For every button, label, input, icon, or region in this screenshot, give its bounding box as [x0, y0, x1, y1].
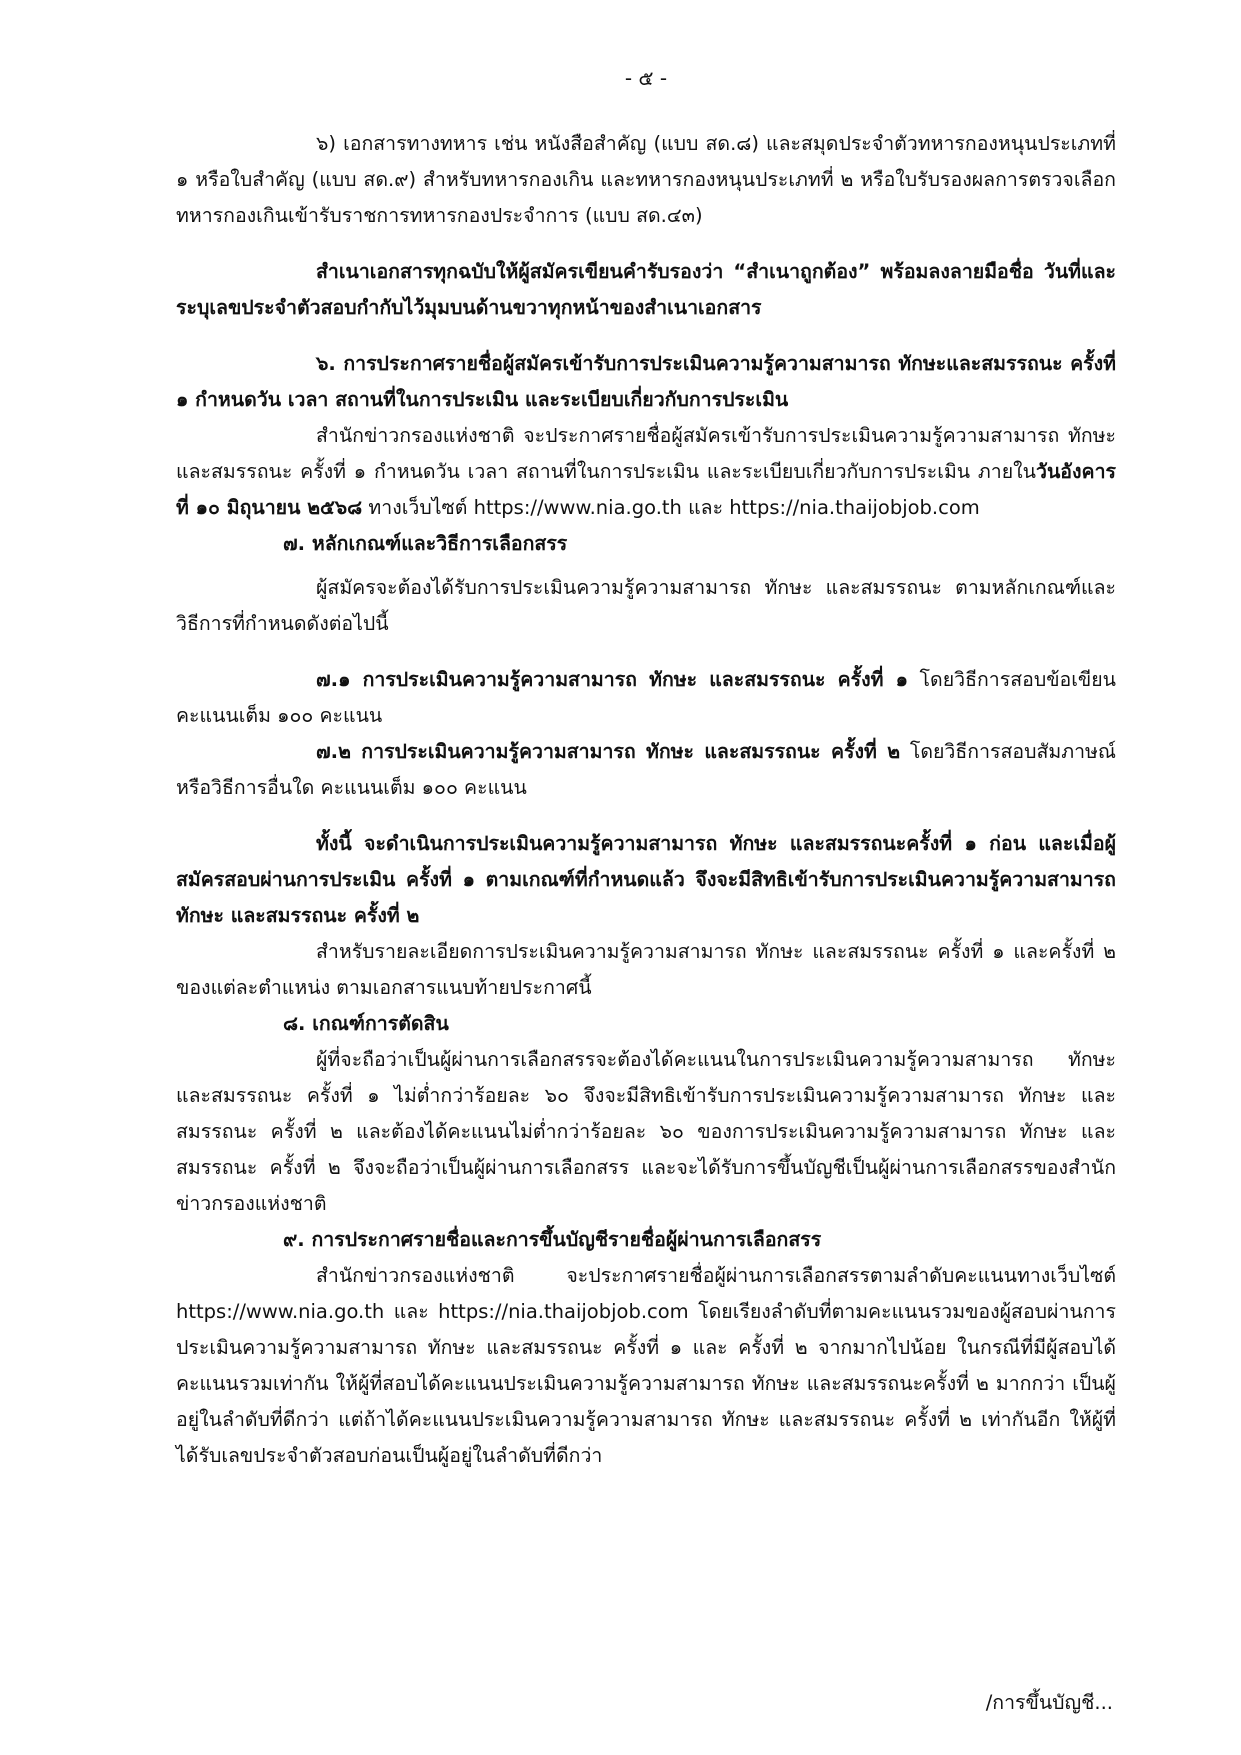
section7-2 [176, 734, 1116, 806]
item6-military-docs: ๖) เอกสารทางทหาร เช่น หนังสือสำคัญ (แบบ สด.๘) และสมุดประจำตัวทหารกองหนุนประเภทที่ ๑ หรือใบสำคัญ (แบบ สด.๙) สำหรับทหารกองเกิน และทหารกองหนุนประเภทที่ ๒ หรือใบรับรองผลการตรวจเลือกทหารกองเกินเข้ารับราชการทหารกองประจำการ (แบบ สด.๔๓) [176, 132, 1116, 227]
section7-1 [176, 662, 1116, 734]
section7-heading: ๗. หลักเกณฑ์และวิธีการเลือกสรร [283, 532, 568, 555]
section6-websites: ทางเว็บไซต์ https://www.nia.go.th และ https://nia.thaijobjob.com [362, 496, 980, 519]
section6-body-text: สำนักข่าวกรองแห่งชาติ จะประกาศรายชื่อผู้สมัครเข้ารับการประเมินความรู้ความสามารถ ทักษะ และสมรรถนะ ครั้งที่ ๑ กำหนดวัน เวลา สถานที่ในการประเมิน และระเบียบเกี่ยวกับการประเมิน ภายใน [176, 424, 1116, 483]
section6-heading: ๖. การประกาศรายชื่อผู้สมัครเข้ารับการประเมินความรู้ความสามารถ ทักษะและสมรรถนะ ครั้งที่ ๑ กำหนดวัน เวลา สถานที่ในการประเมิน และระเบียบเกี่ยวกับการประเมิน [176, 352, 1116, 411]
section9-body: สำนักข่าวกรองแห่งชาติ จะประกาศรายชื่อผู้ผ่านการเลือกสรรตามลำดับคะแนนทางเว็บไซต์ https://www.nia.go.th และ https://nia.thaijobjob.com โดยเรียงลำดับที่ตามคะแนนรวมของผู้สอบผ่านการประเมินความรู้ความสามารถ ทักษะ และสมรรถนะ ครั้งที่ ๑ และ ครั้งที่ ๒ จากมากไปน้อย ในกรณีที่มีผู้สอบได้คะแนนรวมเท่ากัน ให้ผู้ที่สอบได้คะแนนประเมินความรู้ความสามารถ ทักษะ และสมรรถนะครั้งที่ ๒ มากกว่า เป็นผู้อยู่ในลำดับที่ดีกว่า แต่ถ้าได้คะแนนประเมินความรู้ความสามารถ ทักษะ และสมรรถนะ ครั้งที่ ๒ เท่ากันอีก ให้ผู้ที่ได้รับเลขประจำตัวสอบก่อนเป็นผู้อยู่ในลำดับที่ดีกว่า [176, 1264, 1116, 1467]
section7-1-method: โดยวิธีการสอบข้อเขียน คะแนนเต็ม ๑๐๐ คะแนน [176, 668, 1116, 727]
section6-announce-date: วันอังคารที่ ๑๐ มิถุนายน ๒๕๖๘ [176, 460, 1116, 519]
section7-note: ทั้งนี้ จะดำเนินการประเมินความรู้ความสามารถ ทักษะ และสมรรถนะครั้งที่ ๑ ก่อน และเมื่อผู้สมัครสอบผ่านการประเมิน ครั้งที่ ๑ ตามเกณฑ์ที่กำหนดแล้ว จึงจะมีสิทธิเข้ารับการประเมินความรู้ความสามารถ ทักษะ และสมรรถนะ ครั้งที่ ๒ [176, 832, 1116, 927]
section9-heading: ๙. การประกาศรายชื่อและการขึ้นบัญชีรายชื่อผู้ผ่านการเลือกสรร [283, 1228, 822, 1251]
certify-copies-note: สำเนาเอกสารทุกฉบับให้ผู้สมัครเขียนคำรับรองว่า “สำเนาถูกต้อง” พร้อมลงลายมือชื่อ วันที่และระบุเลขประจำตัวสอบกำกับไว้มุมบนด้านขวาทุกหน้าของสำเนาเอกสาร [176, 260, 1116, 319]
page-number: - ๕ - [624, 66, 668, 90]
next-page-catchword: /การขึ้นบัญชี... [985, 1691, 1113, 1714]
section7-detail: สำหรับรายละเอียดการประเมินความรู้ความสามารถ ทักษะ และสมรรถนะ ครั้งที่ ๑ และครั้งที่ ๒ ของแต่ละตำแหน่ง ตามเอกสารแนบท้ายประกาศนี้ [176, 940, 1116, 999]
section7-2-title: ๗.๒ การประเมินความรู้ความสามารถ ทักษะ และสมรรถนะ ครั้งที่ ๒ [316, 740, 901, 763]
section6-body [176, 418, 1116, 526]
section7-intro: ผู้สมัครจะต้องได้รับการประเมินความรู้ความสามารถ ทักษะ และสมรรถนะ ตามหลักเกณฑ์และวิธีการที่กำหนดดังต่อไปนี้ [176, 576, 1116, 635]
section8-body: ผู้ที่จะถือว่าเป็นผู้ผ่านการเลือกสรรจะต้องได้คะแนนในการประเมินความรู้ความสามารถ ทักษะ และสมรรถนะ ครั้งที่ ๑ ไม่ต่ำกว่าร้อยละ ๖๐ จึงจะมีสิทธิเข้ารับการประเมินความรู้ความสามารถ ทักษะ และสมรรถนะ ครั้งที่ ๒ และต้องได้คะแนนไม่ต่ำกว่าร้อยละ ๖๐ ของการประเมินความรู้ความสามารถ ทักษะ และสมรรถนะ ครั้งที่ ๒ จึงจะถือว่าเป็นผู้ผ่านการเลือกสรร และจะได้รับการขึ้นบัญชีเป็นผู้ผ่านการเลือกสรรของสำนักข่าวกรองแห่งชาติ [176, 1048, 1116, 1215]
section7-2-method: โดยวิธีการสอบสัมภาษณ์หรือวิธีการอื่นใด คะแนนเต็ม ๑๐๐ คะแนน [176, 740, 1116, 799]
section7-1-title: ๗.๑ การประเมินความรู้ความสามารถ ทักษะ และสมรรถนะ ครั้งที่ ๑ [316, 668, 909, 691]
section8-heading: ๘. เกณฑ์การตัดสิน [283, 1012, 449, 1035]
